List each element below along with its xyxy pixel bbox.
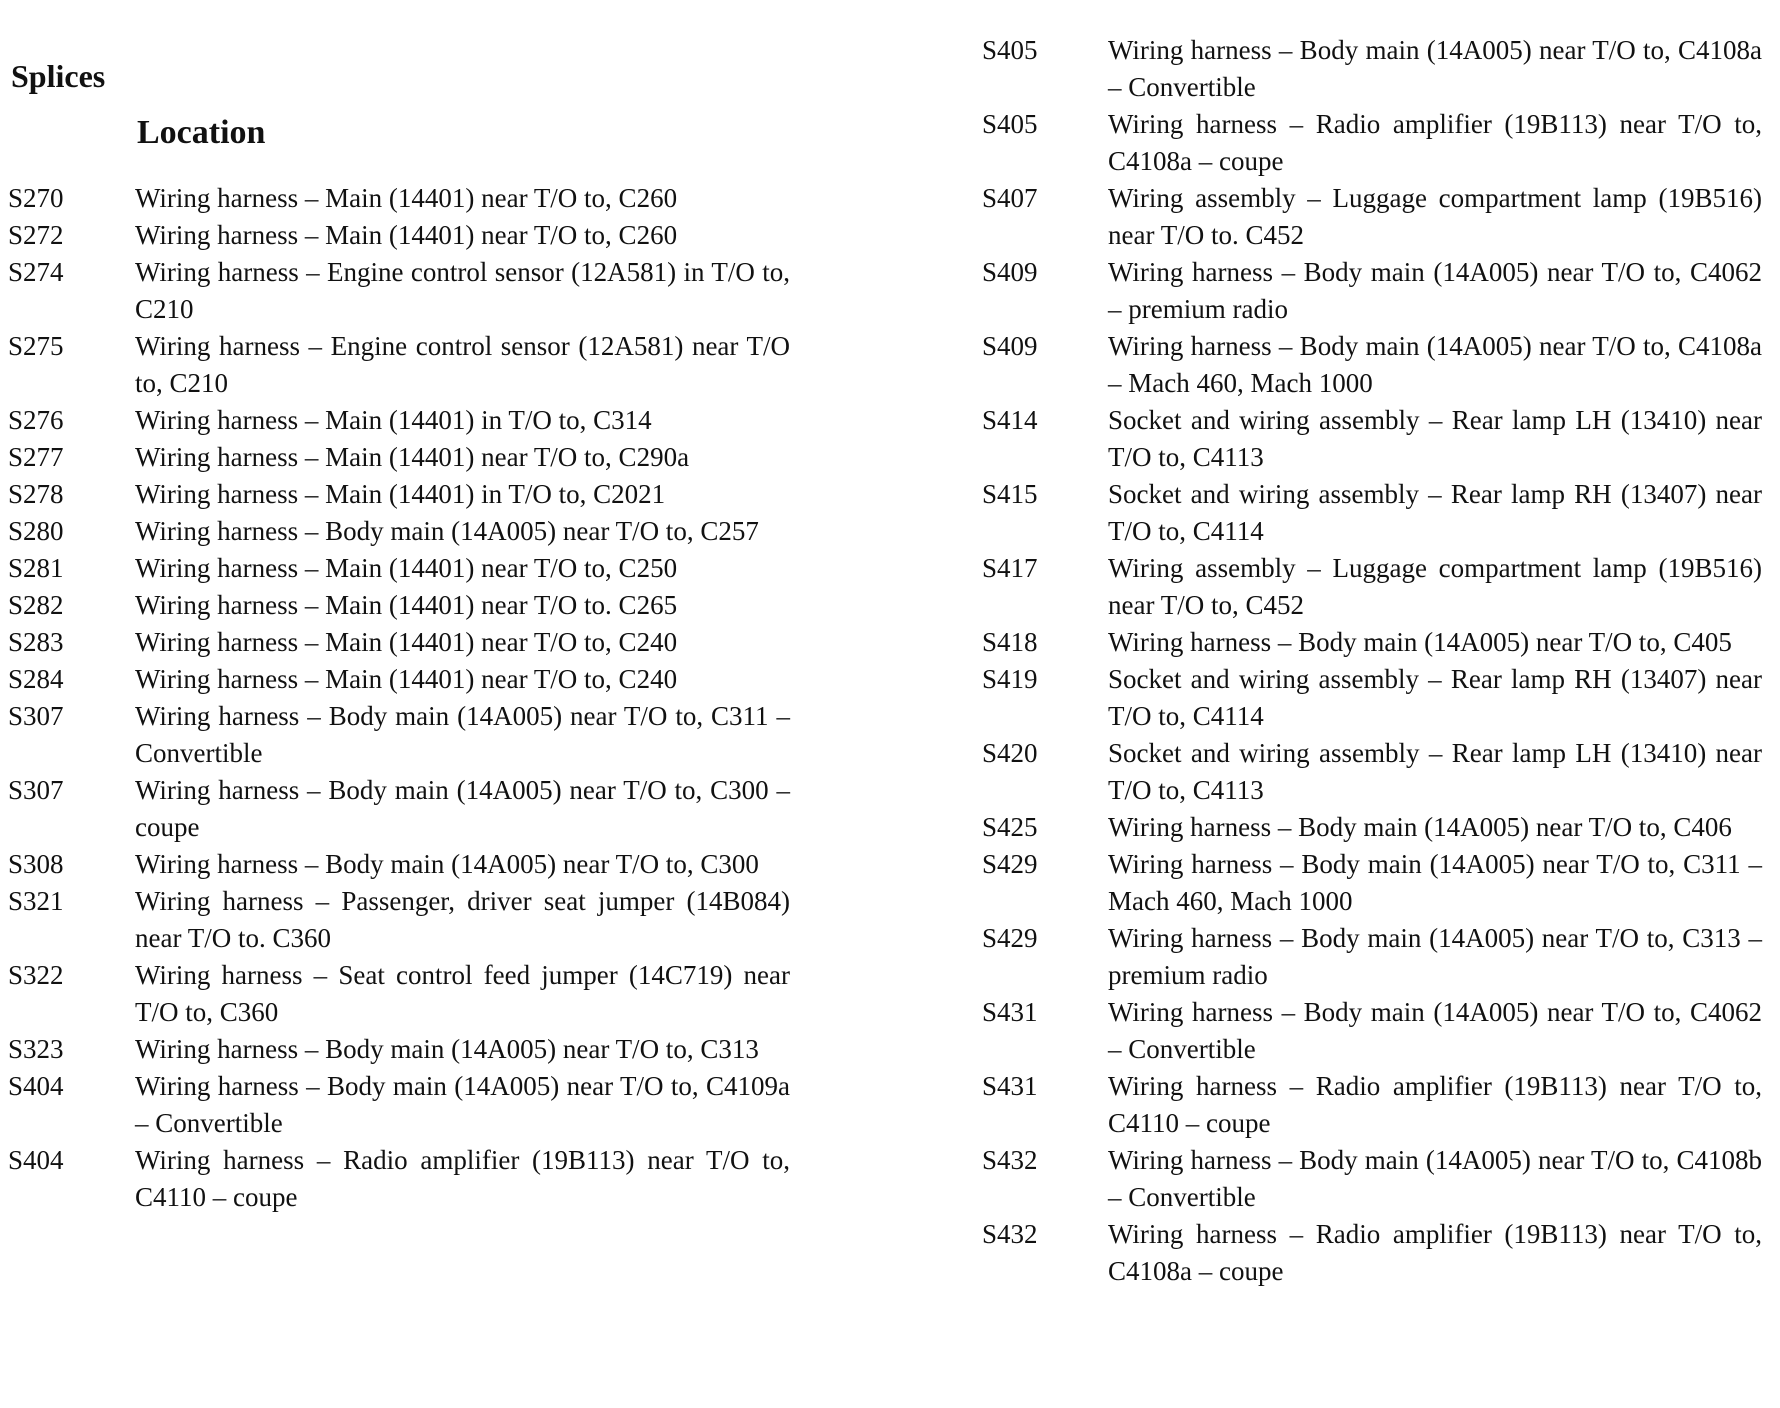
splice-code: S414 bbox=[982, 405, 1038, 435]
splice-row bbox=[8, 1031, 790, 1068]
splice-row bbox=[982, 624, 1762, 661]
splice-code: S307 bbox=[8, 701, 64, 731]
splice-row bbox=[982, 476, 1762, 550]
splice-location: Wiring harness – Radio amplifier (19B113) near T/O to, C4108a – coupe bbox=[1108, 1219, 1762, 1286]
splice-location: Wiring harness – Radio amplifier (19B113) near T/O to, C4110 – coupe bbox=[1108, 1071, 1762, 1138]
splice-location: Wiring harness – Body main (14A005) near T/O to, C406 bbox=[1108, 812, 1732, 842]
splice-row bbox=[8, 439, 790, 476]
splice-code: S275 bbox=[8, 331, 64, 361]
splice-code: S417 bbox=[982, 553, 1038, 583]
splice-code: S280 bbox=[8, 516, 64, 546]
splice-location: Wiring harness – Main (14401) in T/O to, C314 bbox=[135, 405, 652, 435]
splice-code: S405 bbox=[982, 109, 1038, 139]
splice-row bbox=[982, 735, 1762, 809]
splice-row bbox=[982, 402, 1762, 476]
splice-location: Wiring harness – Body main (14A005) near T/O to, C405 bbox=[1108, 627, 1732, 657]
splice-location: Wiring harness – Main (14401) near T/O to, C240 bbox=[135, 664, 678, 694]
splice-row bbox=[982, 994, 1762, 1068]
splice-location: Wiring harness – Body main (14A005) near T/O to, C313 – premium radio bbox=[1108, 923, 1762, 990]
splice-row bbox=[8, 513, 790, 550]
splice-location: Wiring harness – Main (14401) near T/O to, C260 bbox=[135, 183, 678, 213]
splice-location: Wiring harness – Body main (14A005) near T/O to, C4108a – Mach 460, Mach 1000 bbox=[1108, 331, 1762, 398]
splice-location: Wiring harness – Main (14401) in T/O to, C2021 bbox=[135, 479, 666, 509]
splice-location: Wiring harness – Seat control feed jumper (14C719) near T/O to, C360 bbox=[135, 960, 790, 1027]
splice-location: Wiring harness – Radio amplifier (19B113) near T/O to, C4108a – coupe bbox=[1108, 109, 1762, 176]
splice-code: S420 bbox=[982, 738, 1038, 768]
splice-row bbox=[8, 180, 790, 217]
splice-row bbox=[8, 217, 790, 254]
splice-code: S277 bbox=[8, 442, 64, 472]
splice-location: Socket and wiring assembly – Rear lamp LH (13410) near T/O to, C4113 bbox=[1108, 738, 1762, 805]
splice-row bbox=[982, 254, 1762, 328]
splice-row bbox=[982, 180, 1762, 254]
page-title: Splices bbox=[11, 58, 106, 94]
splice-code: S415 bbox=[982, 479, 1038, 509]
splice-code: S404 bbox=[8, 1071, 64, 1101]
splice-row bbox=[8, 698, 790, 772]
splice-code: S409 bbox=[982, 257, 1038, 287]
splice-row bbox=[982, 32, 1762, 106]
splice-location: Wiring assembly – Luggage compartment lamp (19B516) near T/O to. C452 bbox=[1108, 183, 1762, 250]
splice-row bbox=[8, 254, 790, 328]
splice-code: S270 bbox=[8, 183, 64, 213]
splice-code: S283 bbox=[8, 627, 64, 657]
splice-row bbox=[8, 846, 790, 883]
splice-location: Wiring harness – Body main (14A005) near T/O to, C4109a – Convertible bbox=[135, 1071, 790, 1138]
splice-code: S405 bbox=[982, 35, 1038, 65]
location-column-header: Location bbox=[137, 114, 266, 151]
splice-code: S431 bbox=[982, 1071, 1038, 1101]
splice-code: S407 bbox=[982, 183, 1038, 213]
splice-location: Wiring harness – Body main (14A005) near T/O to, C257 bbox=[135, 516, 759, 546]
splice-location: Socket and wiring assembly – Rear lamp RH (13407) near T/O to, C4114 bbox=[1108, 479, 1762, 546]
splice-row bbox=[8, 402, 790, 439]
splice-location: Wiring harness – Main (14401) near T/O to, C250 bbox=[135, 553, 678, 583]
splice-code: S307 bbox=[8, 775, 64, 805]
splice-row bbox=[8, 772, 790, 846]
splice-row bbox=[982, 1068, 1762, 1142]
splice-row bbox=[8, 1068, 790, 1142]
splice-location: Wiring harness – Body main (14A005) near T/O to, C4108b – Convertible bbox=[1108, 1145, 1762, 1212]
right-splice-list bbox=[982, 32, 1762, 1290]
splice-row bbox=[982, 920, 1762, 994]
splice-row bbox=[982, 846, 1762, 920]
splice-code: S429 bbox=[982, 849, 1038, 879]
splice-location: Wiring harness – Main (14401) near T/O to, C260 bbox=[135, 220, 678, 250]
splice-location: Wiring harness – Body main (14A005) near T/O to, C4108a – Convertible bbox=[1108, 35, 1762, 102]
splice-code: S432 bbox=[982, 1219, 1038, 1249]
splice-location: Wiring harness – Body main (14A005) near T/O to, C311 – Mach 460, Mach 1000 bbox=[1108, 849, 1762, 916]
splice-location: Wiring harness – Body main (14A005) near T/O to, C311 – Convertible bbox=[135, 701, 790, 768]
splice-code: S431 bbox=[982, 997, 1038, 1027]
splice-location: Wiring harness – Body main (14A005) near T/O to, C313 bbox=[135, 1034, 759, 1064]
splice-location: Wiring harness – Main (14401) near T/O to. C265 bbox=[135, 590, 678, 620]
splice-row bbox=[8, 476, 790, 513]
splice-location: Wiring harness – Engine control sensor (12A581) in T/O to, C210 bbox=[135, 257, 790, 324]
splice-code: S284 bbox=[8, 664, 64, 694]
splice-code: S278 bbox=[8, 479, 64, 509]
splice-row bbox=[982, 809, 1762, 846]
splice-row bbox=[8, 587, 790, 624]
splice-code: S321 bbox=[8, 886, 64, 916]
splice-code: S308 bbox=[8, 849, 64, 879]
left-splice-list bbox=[8, 180, 790, 1216]
splice-location: Wiring harness – Body main (14A005) near T/O to, C4062 – premium radio bbox=[1108, 257, 1762, 324]
splice-row bbox=[8, 957, 790, 1031]
splice-location: Wiring harness – Body main (14A005) near T/O to, C4062 – Convertible bbox=[1108, 997, 1762, 1064]
splice-row bbox=[8, 1142, 790, 1216]
splice-code: S272 bbox=[8, 220, 64, 250]
splice-row bbox=[982, 1142, 1762, 1216]
splice-code: S274 bbox=[8, 257, 64, 287]
splice-location: Socket and wiring assembly – Rear lamp LH (13410) near T/O to, C4113 bbox=[1108, 405, 1762, 472]
splice-row bbox=[8, 328, 790, 402]
splice-location: Wiring harness – Passenger, driver seat jumper (14B084) near T/O to. C360 bbox=[135, 886, 790, 953]
splice-code: S404 bbox=[8, 1145, 64, 1175]
splice-row bbox=[982, 1216, 1762, 1290]
splice-row bbox=[982, 106, 1762, 180]
splice-row bbox=[8, 661, 790, 698]
splice-row bbox=[8, 624, 790, 661]
splice-code: S418 bbox=[982, 627, 1038, 657]
splice-code: S322 bbox=[8, 960, 64, 990]
splice-location: Wiring assembly – Luggage compartment lamp (19B516) near T/O to, C452 bbox=[1108, 553, 1762, 620]
splice-location: Wiring harness – Main (14401) near T/O to, C290a bbox=[135, 442, 690, 472]
splice-location: Wiring harness – Body main (14A005) near T/O to, C300 bbox=[135, 849, 759, 879]
splice-code: S282 bbox=[8, 590, 64, 620]
splice-row bbox=[982, 328, 1762, 402]
splice-code: S281 bbox=[8, 553, 64, 583]
splice-location: Wiring harness – Engine control sensor (12A581) near T/O to, C210 bbox=[135, 331, 790, 398]
splice-code: S276 bbox=[8, 405, 64, 435]
splice-location: Wiring harness – Main (14401) near T/O to, C240 bbox=[135, 627, 678, 657]
splice-code: S425 bbox=[982, 812, 1038, 842]
splice-location: Socket and wiring assembly – Rear lamp RH (13407) near T/O to, C4114 bbox=[1108, 664, 1762, 731]
splice-location: Wiring harness – Radio amplifier (19B113) near T/O to, C4110 – coupe bbox=[135, 1145, 790, 1212]
splice-row bbox=[8, 550, 790, 587]
splice-location: Wiring harness – Body main (14A005) near T/O to, C300 – coupe bbox=[135, 775, 790, 842]
splice-code: S323 bbox=[8, 1034, 64, 1064]
splice-code: S429 bbox=[982, 923, 1038, 953]
splice-code: S409 bbox=[982, 331, 1038, 361]
splice-row bbox=[8, 883, 790, 957]
splice-row bbox=[982, 661, 1762, 735]
splice-code: S432 bbox=[982, 1145, 1038, 1175]
splice-code: S419 bbox=[982, 664, 1038, 694]
splice-row bbox=[982, 550, 1762, 624]
